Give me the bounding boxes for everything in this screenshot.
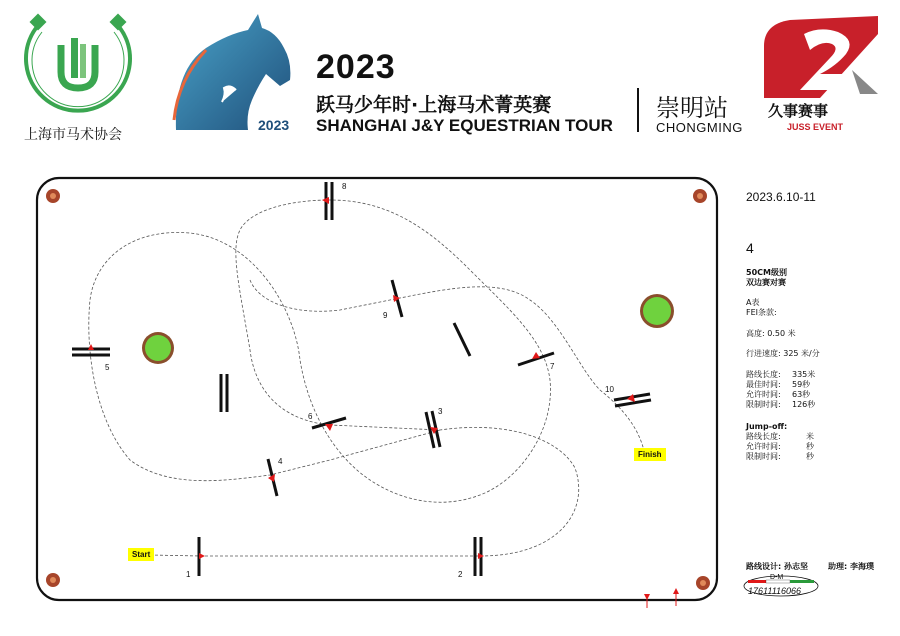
fence-number-4: 4 xyxy=(278,457,283,466)
finish-label: Finish xyxy=(634,448,666,461)
scale-label: D-M xyxy=(770,574,784,581)
event-title-cn: 跃马少年时·上海马术菁英赛 xyxy=(316,94,552,116)
stat-label: 限制时间: xyxy=(746,400,781,409)
class-name-1: 50CM级别 xyxy=(746,268,787,277)
stats-block xyxy=(746,370,866,410)
station-name-en: CHONGMING xyxy=(656,120,743,135)
jumpoff-value: 秒 xyxy=(806,442,814,451)
station-name-cn: 崇明站 xyxy=(656,94,728,122)
jumpoff-title: Jump-off: xyxy=(746,422,788,431)
year-badge: 2023 xyxy=(258,117,290,133)
stat-label: 路线长度: xyxy=(746,370,781,379)
fence-spare-a xyxy=(221,374,227,412)
event-date: 2023.6.10-11 xyxy=(746,190,816,204)
tree-left xyxy=(142,332,174,364)
stat-row xyxy=(746,380,866,390)
stat-value: 59秒 xyxy=(792,380,811,389)
association-name: 上海市马术协会 xyxy=(24,127,122,143)
speed: 行进速度: 325 米/分 xyxy=(746,349,820,358)
event-title-en: SHANGHAI J&Y EQUESTRIAN TOUR xyxy=(316,116,613,135)
fence-height: 高度: 0.50 米 xyxy=(746,329,796,338)
jumpoff-label: 允许时间: xyxy=(746,442,781,451)
tree-right xyxy=(640,294,674,328)
class-number: 4 xyxy=(746,240,754,256)
table-type: A表 xyxy=(746,298,760,307)
fence-number-7: 7 xyxy=(550,362,555,371)
stat-row xyxy=(746,400,866,410)
stat-value: 126秒 xyxy=(792,400,816,409)
course-designer: 路线设计: 孙志坚 xyxy=(746,562,808,571)
corner-flower-bottom-right xyxy=(696,576,710,590)
fence-number-10: 10 xyxy=(605,385,614,394)
jumpoff-value: 秒 xyxy=(806,452,814,461)
sponsor-name-cn: 久事赛事 xyxy=(768,102,829,120)
arena-boundary xyxy=(37,178,717,600)
corner-flower-bottom-left xyxy=(46,573,60,587)
designer-assistant: 助理: 李海璞 xyxy=(828,562,874,571)
jumpoff-label: 限制时间: xyxy=(746,452,781,461)
fence-number-5: 5 xyxy=(105,363,110,372)
stat-value: 335米 xyxy=(792,370,816,379)
jumpoff-block xyxy=(746,432,866,462)
sponsor-name-en: JUSS EVENT xyxy=(787,122,844,132)
class-name-2: 双边赛对赛 xyxy=(746,278,786,287)
fence-number-6: 6 xyxy=(308,412,313,421)
start-label: Start xyxy=(128,548,154,561)
stat-value: 63秒 xyxy=(792,390,811,399)
stat-label: 允许时间: xyxy=(746,390,781,399)
stat-label: 最佳时间: xyxy=(746,380,781,389)
jumpoff-label: 路线长度: xyxy=(746,432,781,441)
designer-badge xyxy=(742,574,820,598)
stat-row xyxy=(746,390,866,400)
jumpoff-row xyxy=(746,432,866,442)
corner-flower-top-left xyxy=(46,189,60,203)
fei-rule: FEI条款: xyxy=(746,308,777,317)
stat-row xyxy=(746,370,866,380)
fence-number-1: 1 xyxy=(186,570,191,579)
fence-spare-b xyxy=(454,323,470,356)
corner-flower-top-right xyxy=(693,189,707,203)
designer-phone: 17611116066 xyxy=(748,586,802,596)
fence-number-8: 8 xyxy=(342,182,347,191)
fence-number-3: 3 xyxy=(438,407,443,416)
jumpoff-row xyxy=(746,452,866,462)
jumpoff-value: 米 xyxy=(806,432,814,441)
fence-number-9: 9 xyxy=(383,311,388,320)
course-route xyxy=(89,200,645,556)
event-year: 2023 xyxy=(316,48,396,86)
direction-arrows xyxy=(88,197,679,600)
fence-number-2: 2 xyxy=(458,570,463,579)
jumpoff-row xyxy=(746,442,866,452)
